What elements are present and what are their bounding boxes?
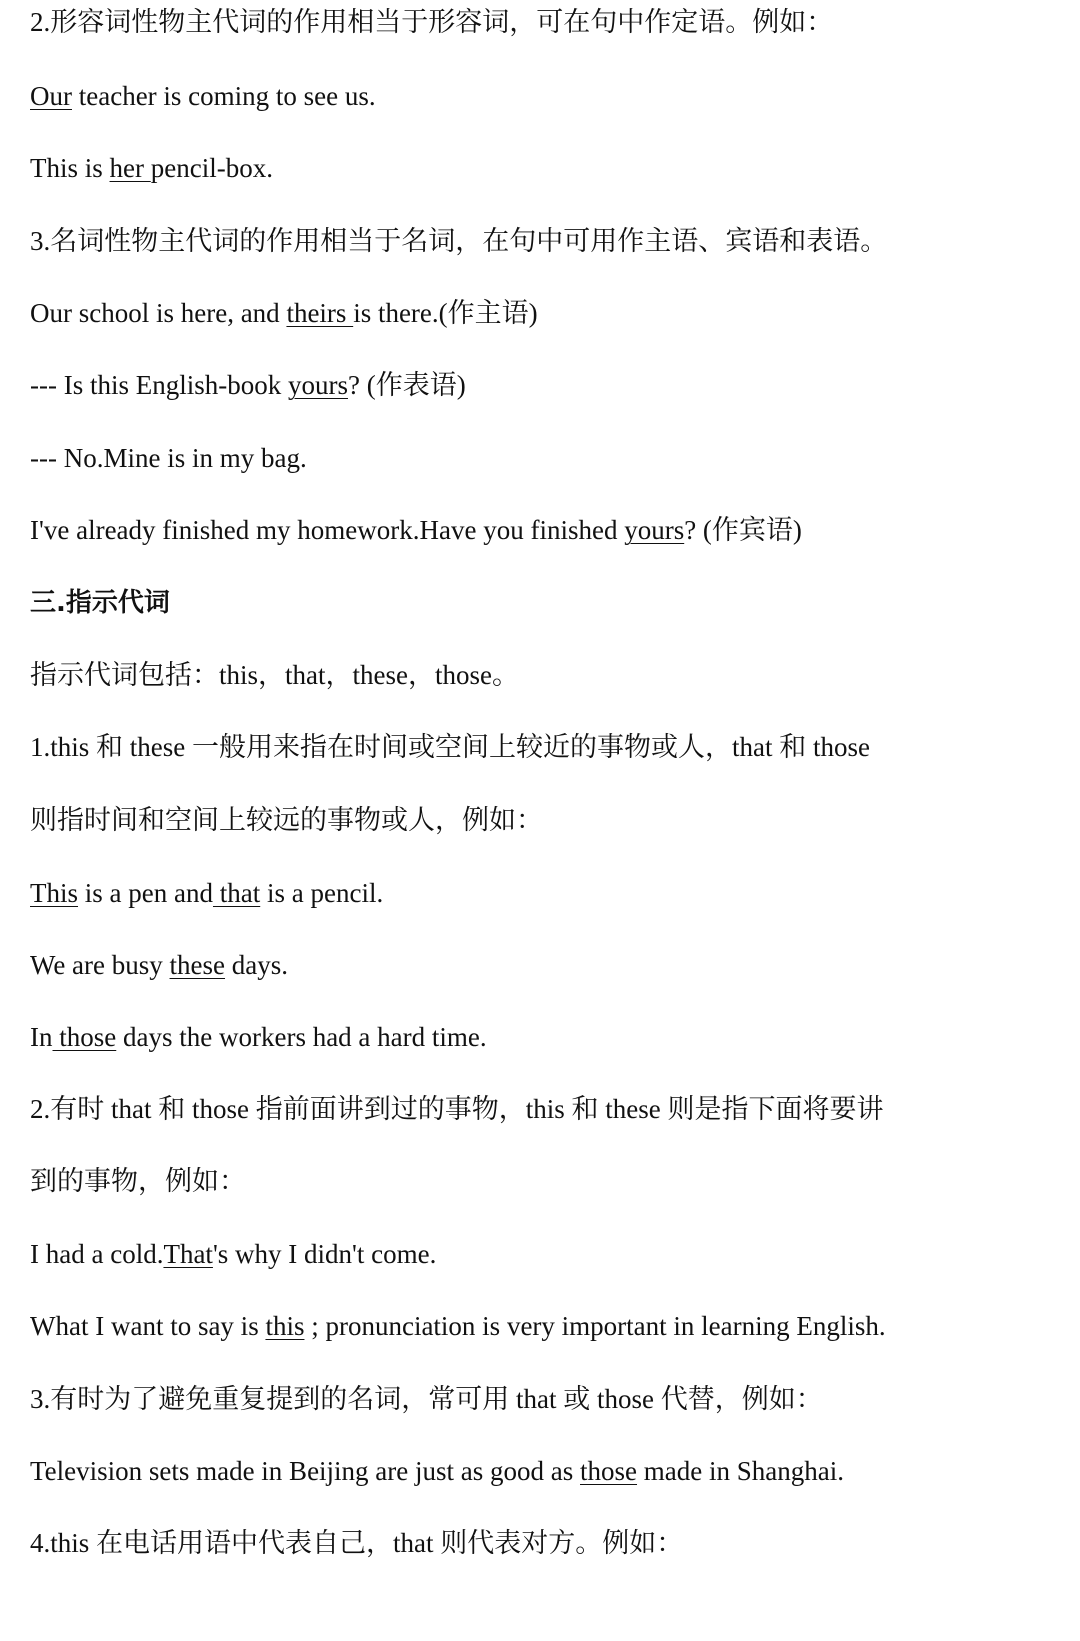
paragraph-line: [30, 730, 870, 764]
text-segment: 则指时间和空间上较远的事物或人，例如：: [30, 805, 543, 835]
text-segment: In: [30, 1022, 53, 1052]
paragraph-line: [30, 1092, 883, 1126]
text-segment: is there.(作主语): [353, 298, 538, 328]
text-segment: I had a cold.: [30, 1239, 164, 1269]
text-segment: I've already finished my homework.Have you finished: [30, 515, 625, 545]
text-segment: ? (作宾语): [684, 515, 802, 545]
text-segment: ? (作表语): [347, 370, 466, 400]
example-sentence: [30, 1020, 487, 1054]
example-sentence: [30, 1309, 886, 1343]
text-segment: teacher is coming to see us.: [72, 81, 376, 111]
underlined-word: yours: [287, 370, 348, 400]
example-sentence: [30, 513, 802, 547]
text-segment: 's why I didn't come.: [212, 1239, 437, 1269]
text-segment: made in Shanghai.: [637, 1456, 844, 1486]
example-sentence: [30, 296, 538, 330]
text-segment: 1.this 和 these 一般用来指在时间或空间上较近的事物或人，that 和 those: [30, 732, 870, 762]
text-segment: Our school is here, and: [30, 298, 287, 328]
text-segment: --- Is this English-book: [30, 370, 288, 400]
underlined-word: her: [109, 153, 151, 183]
paragraph-line: [30, 1164, 246, 1198]
paragraph-line: [30, 1382, 823, 1416]
underlined-word: That: [163, 1239, 213, 1269]
text-segment: 2.有时 that 和 those 指前面讲到过的事物，this 和 these 则是指下面将要讲: [30, 1094, 884, 1124]
text-segment: We are busy: [30, 950, 170, 980]
text-segment: pencil-box.: [150, 153, 273, 183]
text-segment: 4.this 在电话用语中代表自己，that 则代表对方。例如：: [30, 1528, 684, 1558]
example-sentence: [30, 441, 307, 475]
underlined-word: This: [30, 878, 79, 908]
paragraph-line: [30, 803, 543, 837]
text-segment: 2.形容词性物主代词的作用相当于形容词，可在句中作定语。例如：: [30, 7, 834, 37]
paragraph-line: [30, 224, 887, 258]
text-segment: 三.指示代词: [30, 588, 170, 618]
text-segment: This is: [30, 153, 110, 183]
underlined-word: yours: [624, 515, 685, 545]
example-sentence: [30, 876, 383, 910]
text-segment: days the workers had a hard time.: [116, 1022, 487, 1052]
underlined-word: those: [52, 1022, 117, 1052]
text-segment: Television sets made in Beijing are just as good as: [30, 1456, 581, 1486]
text-segment: 3.有时为了避免重复提到的名词，常可用 that 或 those 代替，例如：: [30, 1384, 823, 1414]
underlined-word: those: [580, 1456, 638, 1486]
text-segment: --- No.Mine is in my bag.: [30, 443, 307, 473]
section-heading: [30, 586, 170, 620]
text-segment: What I want to say is: [30, 1311, 266, 1341]
example-sentence: [30, 79, 376, 113]
text-segment: 到的事物，例如：: [30, 1166, 246, 1196]
text-segment: days.: [225, 950, 289, 980]
underlined-word: theirs: [286, 298, 354, 328]
text-segment: ; pronunciation is very important in learning English.: [304, 1311, 886, 1341]
example-sentence: [30, 1454, 844, 1488]
text-segment: is a pencil.: [260, 878, 384, 908]
underlined-word: this: [265, 1311, 305, 1341]
underlined-word: Our: [30, 81, 72, 111]
example-sentence: [30, 948, 288, 982]
underlined-word: these: [169, 950, 226, 980]
paragraph-line: [30, 658, 519, 692]
paragraph-line: [30, 5, 833, 39]
text-segment: is a pen and: [78, 878, 213, 908]
text-segment: 指示代词包括：this，that，these，those。: [30, 660, 519, 690]
underlined-word: that: [212, 878, 261, 908]
text-segment: 3.名词性物主代词的作用相当于名词，在句中可用作主语、宾语和表语。: [30, 226, 888, 256]
example-sentence: [30, 1237, 436, 1271]
example-sentence: [30, 368, 466, 402]
paragraph-line: [30, 1526, 683, 1560]
example-sentence: [30, 151, 273, 185]
